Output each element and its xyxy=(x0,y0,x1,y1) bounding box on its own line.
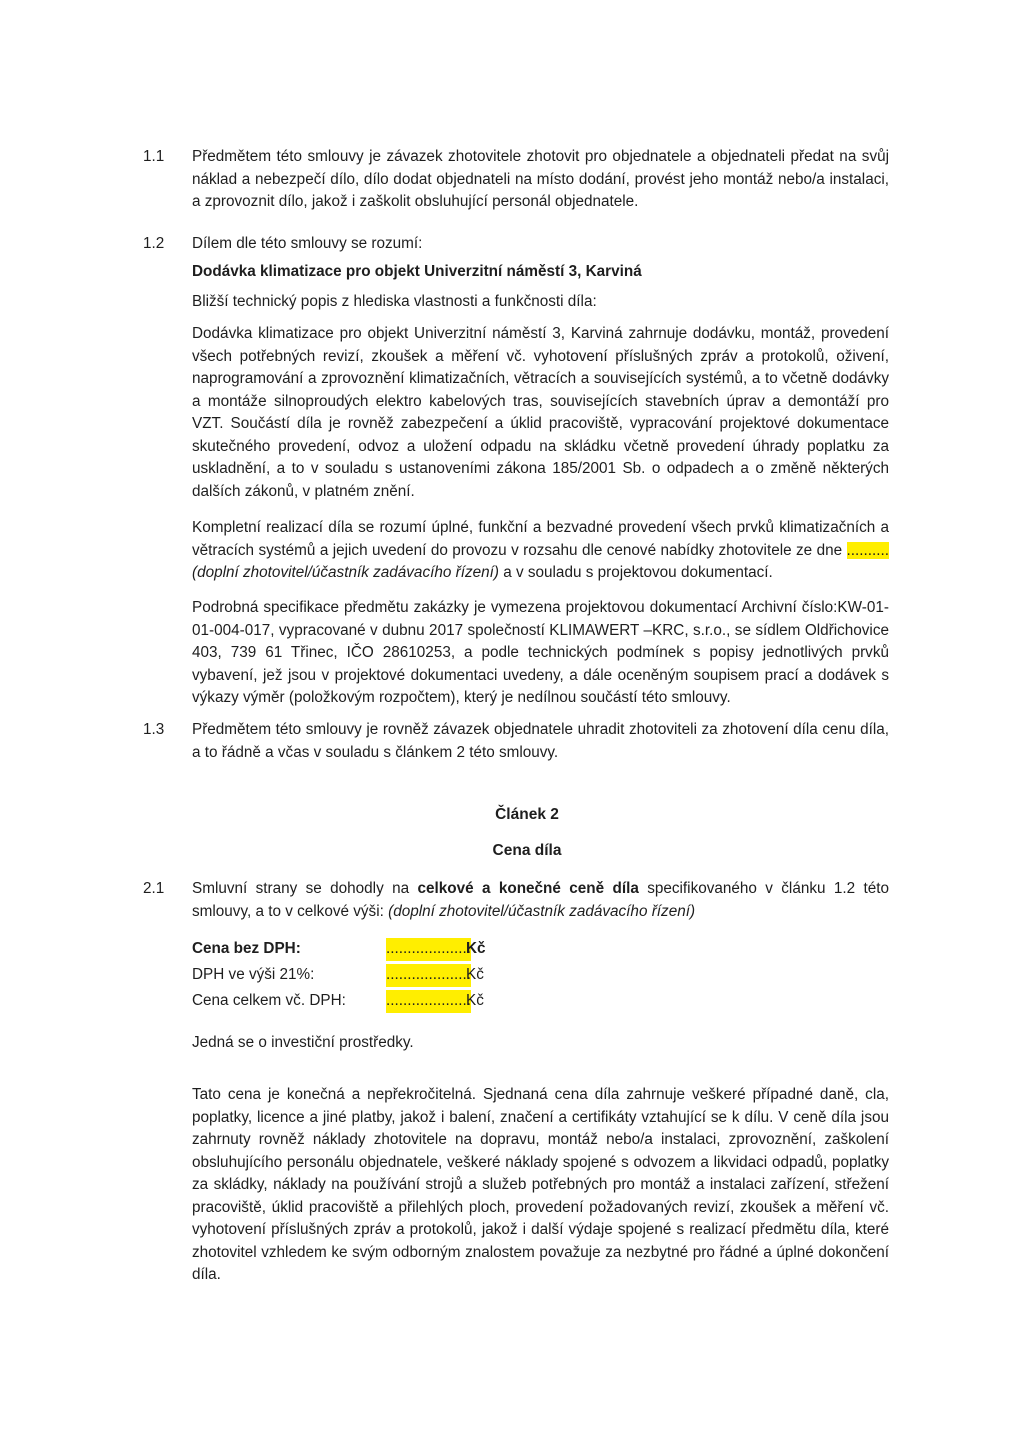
price-table xyxy=(192,938,592,1016)
section-number-1-3: 1.3 xyxy=(143,721,165,738)
p2-text-start: Kompletní realizací díla se rozumí úplné, funkční a bezvadné provedení všech prvků klimatizačních a větracích systémů a jejich uvedení do provozu v rozsahu dle cenové nabídky zhotovitele ze dne xyxy=(192,519,889,559)
s2-1-text-b: specifikovaného v článku 1.2 této smlouvy, a to v celkové výši: xyxy=(192,880,889,920)
article-subheading: Cena díla xyxy=(492,842,562,859)
price-currency: Kč xyxy=(466,966,484,983)
price-row xyxy=(192,990,592,1016)
section-1-1-text: Předmětem této smlouvy je závazek zhotovitele zhotovit pro objednatele a objednateli předat na svůj náklad a nebezpečí dílo, dílo dodat objednateli na místo dodání, provést jeho montáž nebo/a instalaci, a zprovoznit dílo, jakož i zaškolit obsluhující personál objednatele. xyxy=(192,148,889,210)
article-heading: Článek 2 xyxy=(495,806,559,823)
price-value-field: .................... xyxy=(386,990,471,1013)
section-1-2-subtitle: Bližší technický popis z hlediska vlastnosti a funkčnosti díla: xyxy=(192,293,597,310)
price-row xyxy=(192,964,592,990)
s2-1-text-a: Smluvní strany se dohodly na xyxy=(192,880,418,897)
price-value-field: .................... xyxy=(386,964,471,987)
price-currency: Kč xyxy=(466,992,484,1009)
section-1-3-text: Předmětem této smlouvy je rovněž závazek objednatele uhradit zhotoviteli za zhotovení díla cenu díla, a to řádně a včas v souladu s článkem 2 této smlouvy. xyxy=(192,721,889,761)
price-value-field: .................... xyxy=(386,938,471,961)
section-number-2-1: 2.1 xyxy=(143,880,165,897)
p2-italic-note: (doplní zhotovitel/účastník zadávacího řízení) xyxy=(192,564,499,581)
s2-1-bold-text: celkové a konečné ceně díla xyxy=(417,880,639,897)
section-1-2-paragraph-3: Podrobná specifikace předmětu zakázky je vymezena projektovou dokumentací Archivní číslo:KW-01-01-004-017, vypracované v dubnu 2017 společností KLIMAWERT –KRC, s.r.o., se sídlem Oldřichovice 403, 739 61 Třinec, IČO 28610253, a podle technických podmínek s popisy jednotlivých prvků vybavení, jež jsou v projektové dokumentaci uvedeny, a dále oceněným soupisem prací a dodávek s výkazy výměr (položkovým rozpočtem), který je nedílnou součástí této smlouvy. xyxy=(192,599,889,706)
section-2-1-text xyxy=(192,878,889,923)
investment-note: Jedná se o investiční prostředky. xyxy=(192,1034,414,1051)
s2-1-italic-note: (doplní zhotovitel/účastník zadávacího řízení) xyxy=(388,902,696,920)
price-label: Cena celkem vč. DPH: xyxy=(192,992,346,1009)
section-1-2-intro: Dílem dle této smlouvy se rozumí: xyxy=(192,235,423,252)
price-row xyxy=(192,938,592,964)
price-label: DPH ve výši 21%: xyxy=(192,966,315,983)
price-label: Cena bez DPH: xyxy=(192,940,301,957)
section-1-2-title: Dodávka klimatizace pro objekt Univerzitní náměstí 3, Karviná xyxy=(192,263,642,280)
final-price-paragraph: Tato cena je konečná a nepřekročitelná. Sjednaná cena díla zahrnuje veškeré případné daně, cla, poplatky, licence a jiné platby, jakož i balení, značení a certifikáty vztahující se k dílu. V ceně díla jsou zahrnuty rovněž náklady zhotovitele na dopravu, montáž nebo/a instalaci, zprovoznění, zaškolení obsluhujícího personálu objednatele, veškeré náklady spojené s odvozem a likvidaci odpadů, poplatky za skládky, náklady na používání strojů a služeb potřebných pro montáž a instalaci zařízení, střežení pracoviště, úklid pracoviště a přilehlých ploch, provedení požadovaných revizí, zkoušek a měření vč. vyhotovení příslušných zpráv a protokolů, jakož i další výdaje spojené s realizací předmětu díla, které zhotovitel vzhledem ke svým odborným znalostem považuje za nezbytné pro řádné a úplné dokončení díla. xyxy=(192,1086,889,1283)
p2-text-end: a v souladu s projektovou dokumentací. xyxy=(498,564,773,581)
section-1-2-paragraph-1: Dodávka klimatizace pro objekt Univerzitní náměstí 3, Karviná zahrnuje dodávku, montáž, provedení všech potřebných revizí, zkoušek a měření vč. vyhotovení příslušných zpráv a protokolů, oživení, naprogramování a zprovoznění klimatizačních, větracích a souvisejících systémů, a to včetně dodávky a montáže silnoproudých elektro kabelových tras, souvisejících stavebních úprav a demontáží pro VZT. Součástí díla je rovněž zabezpečení a úklid pracoviště, vypracování projektové dokumentace skutečného provedení, odvoz a uložení odpadu na skládku včetně provedení úhrady poplatku za uskladnění, a to v souladu s ustanoveními zákona 185/2001 Sb. o odpadech a o změně některých dalších zákonů, v platném znění. xyxy=(192,325,889,500)
date-blank-field: .......... xyxy=(846,541,889,559)
section-number-1-2: 1.2 xyxy=(143,235,165,252)
section-1-2-paragraph-2 xyxy=(192,517,889,585)
section-number-1-1: 1.1 xyxy=(143,148,165,165)
price-currency: Kč xyxy=(466,940,486,957)
